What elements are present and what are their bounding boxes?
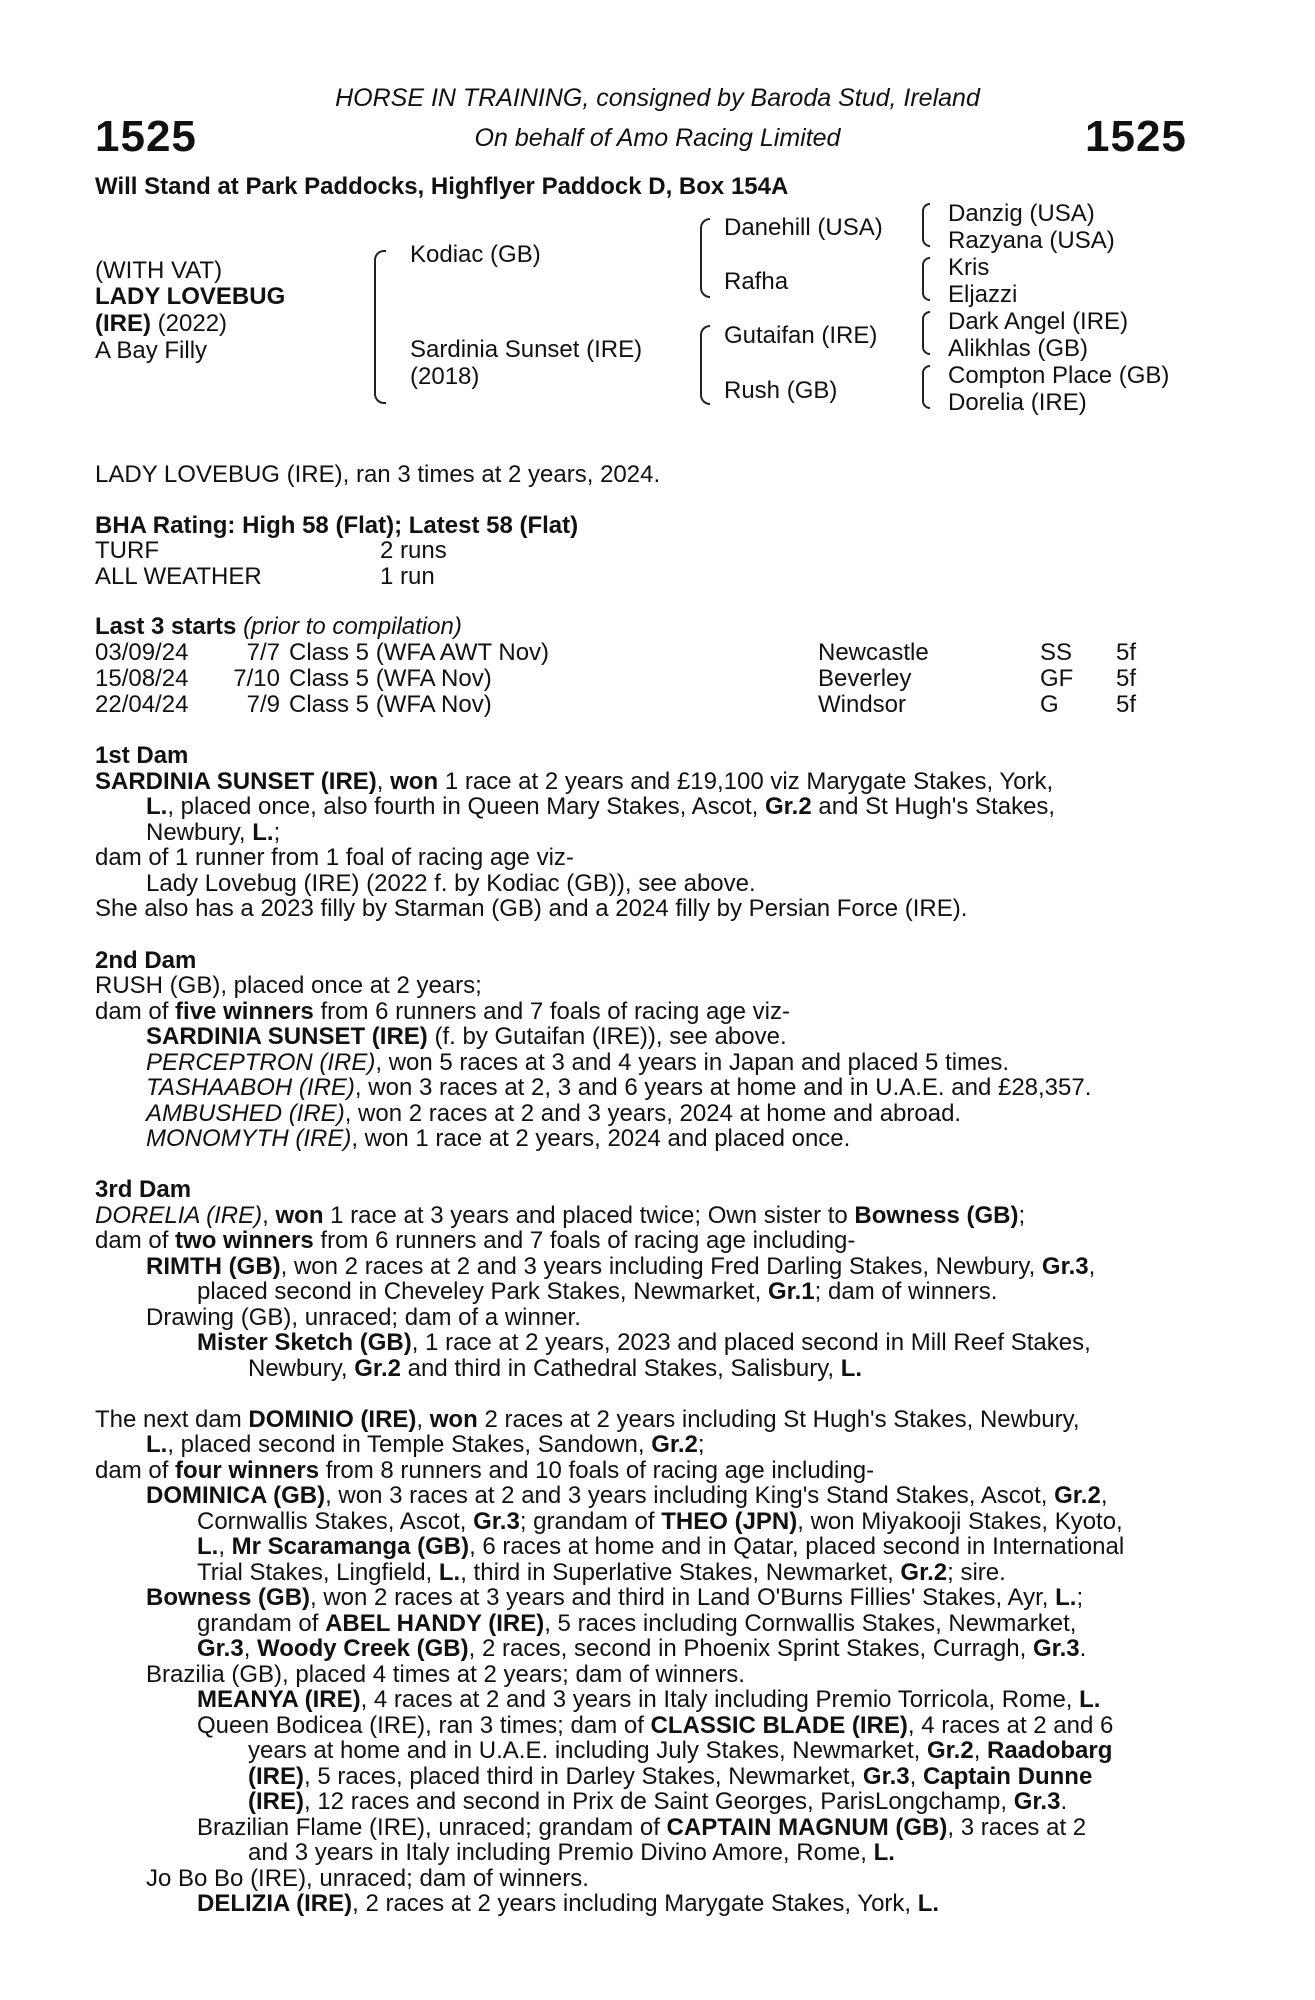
start-distance: 5f — [1116, 639, 1137, 666]
start-date: 22/04/24 — [95, 691, 189, 718]
start-race: Class 5 (WFA Nov) — [289, 665, 492, 692]
pedigree-sd-dam: Eljazzi — [948, 281, 1018, 308]
second-dam-line5: TASHAABOH (IRE), won 3 races at 2, 3 and 6 years at home and in U.A.E. and £28,357. — [146, 1074, 1092, 1101]
pedigree-sire-dam: Rafha — [724, 268, 789, 295]
first-dam-line1: SARDINIA SUNSET (IRE), won 1 race at 2 years and £19,100 viz Marygate Stakes, York, — [95, 768, 1054, 795]
next-dam-line19: Jo Bo Bo (IRE), unraced; dam of winners. — [146, 1865, 589, 1892]
race-summary: LADY LOVEBUG (IRE), ran 3 times at 2 years, 2024. — [95, 461, 661, 488]
second-dam-line3: SARDINIA SUNSET (IRE) (f. by Gutaifan (IRE)), see above. — [146, 1023, 787, 1050]
second-dam-line7: MONOMYTH (IRE), won 1 race at 2 years, 2024 and placed once. — [146, 1125, 851, 1152]
horse-name: LADY LOVEBUG — [95, 283, 286, 310]
horse-origin-year — [95, 311, 227, 337]
pedigree-sd-sire: Kris — [948, 254, 990, 281]
start-race: Class 5 (WFA AWT Nov) — [289, 639, 550, 666]
lot-number-right: 1525 — [1085, 112, 1187, 161]
horse-year: (2022) — [157, 310, 228, 337]
second-dam-line6: AMBUSHED (IRE), won 2 races at 2 and 3 years, 2024 at home and abroad. — [146, 1100, 962, 1127]
next-dam-line11: Brazilia (GB), placed 4 times at 2 years; dam of winners. — [146, 1661, 745, 1688]
next-dam-line15: (IRE), 5 races, placed third in Darley Stakes, Newmarket, Gr.3, Captain Dunne — [248, 1763, 1093, 1790]
second-dam-line1: RUSH (GB), placed once at 2 years; — [95, 972, 482, 999]
next-dam-line2: L., placed second in Temple Stakes, Sandown, Gr.2; — [146, 1431, 705, 1458]
last-starts-note: (prior to compilation) — [243, 613, 462, 640]
turf-label: TURF — [95, 537, 159, 564]
start-distance: 5f — [1116, 691, 1137, 718]
horse-country: (IRE) — [95, 310, 151, 337]
next-dam-line12: MEANYA (IRE), 4 races at 2 and 3 years in Italy including Premio Torricola, Rome, L. — [197, 1686, 1101, 1713]
third-dam-line1: DORELIA (IRE), won 1 race at 3 years and placed twice; Own sister to Bowness (GB); — [95, 1202, 1026, 1229]
pedigree-brace-sd — [922, 257, 930, 301]
aw-label: ALL WEATHER — [95, 563, 262, 590]
start-course: Newcastle — [818, 639, 929, 666]
pedigree-dam-dam: Rush (GB) — [724, 377, 838, 404]
vat-note: (WITH VAT) — [95, 257, 223, 284]
last-starts-title: Last 3 starts — [95, 613, 237, 640]
next-dam-line14: years at home and in U.A.E. including July Stakes, Newmarket, Gr.2, Raadobarg — [248, 1737, 1113, 1764]
next-dam-line7: Trial Stakes, Lingfield, L., third in Superlative Stakes, Newmarket, Gr.2; sire. — [197, 1559, 1006, 1586]
next-dam-line5: Cornwallis Stakes, Ascot, Gr.3; grandam of THEO (JPN), won Miyakooji Stakes, Kyoto, — [197, 1508, 1123, 1535]
last-starts-heading — [95, 614, 462, 640]
pedigree-sire: Kodiac (GB) — [410, 241, 541, 268]
pedigree-dd-sire: Compton Place (GB) — [948, 362, 1170, 389]
next-dam-line17: Brazilian Flame (IRE), unraced; grandam of CAPTAIN MAGNUM (GB), 3 races at 2 — [197, 1814, 1087, 1841]
pedigree-ss-dam: Razyana (USA) — [948, 227, 1115, 254]
pedigree-dam-sire: Gutaifan (IRE) — [724, 322, 878, 349]
pedigree-dam: Sardinia Sunset (IRE) — [410, 336, 643, 363]
aw-value: 1 run — [380, 563, 435, 590]
catalogue-subtitle: On behalf of Amo Racing Limited — [474, 124, 841, 152]
first-dam-younger: She also has a 2023 filly by Starman (GB) and a 2024 filly by Persian Force (IRE). — [95, 895, 968, 922]
first-dam-line3: Newbury, L.; — [146, 819, 281, 846]
first-dam-line2: L., placed once, also fourth in Queen Mary Stakes, Ascot, Gr.2 and St Hugh's Stakes, — [146, 793, 1056, 820]
second-dam-line4: PERCEPTRON (IRE), won 5 races at 3 and 4 years in Japan and placed 5 times. — [146, 1049, 1010, 1076]
next-dam-line3: dam of four winners from 8 runners and 10 foals of racing age including- — [95, 1457, 875, 1484]
pedigree-brace-dam — [700, 325, 710, 405]
start-going: SS — [1040, 639, 1073, 666]
next-dam-line18: and 3 years in Italy including Premio Divino Amore, Rome, L. — [248, 1839, 895, 1866]
next-dam-line9: grandam of ABEL HANDY (IRE), 5 races including Cornwallis Stakes, Newmarket, — [197, 1610, 1077, 1637]
pedigree-ds-dam: Alikhlas (GB) — [948, 335, 1089, 362]
third-dam-line3: RIMTH (GB), won 2 races at 2 and 3 years including Fred Darling Stakes, Newbury, Gr.3, — [146, 1253, 1096, 1280]
first-dam-heading: 1st Dam — [95, 742, 189, 769]
pedigree-ds-sire: Dark Angel (IRE) — [948, 308, 1129, 335]
third-dam-line7: Newbury, Gr.2 and third in Cathedral Stakes, Salisbury, L. — [248, 1355, 863, 1382]
next-dam-line20: DELIZIA (IRE), 2 races at 2 years including Marygate Stakes, York, L. — [197, 1890, 940, 1917]
third-dam-line5: Drawing (GB), unraced; dam of a winner. — [146, 1304, 581, 1331]
first-dam-produce: dam of 1 runner from 1 foal of racing age viz- — [95, 844, 574, 871]
start-date: 15/08/24 — [95, 665, 189, 692]
catalogue-title: HORSE IN TRAINING, consigned by Baroda Stud, Ireland — [335, 84, 980, 112]
start-date: 03/09/24 — [95, 639, 189, 666]
pedigree-ss-sire: Danzig (USA) — [948, 200, 1095, 227]
start-distance: 5f — [1116, 665, 1137, 692]
next-dam-line8: Bowness (GB), won 2 races at 3 years and third in Land O'Burns Fillies' Stakes, Ayr, L.; — [146, 1584, 1084, 1611]
next-dam-line4: DOMINICA (GB), won 3 races at 2 and 3 years including King's Stand Stakes, Ascot, Gr.2, — [146, 1482, 1108, 1509]
pedigree-brace-dd — [922, 365, 930, 409]
start-going: GF — [1040, 665, 1074, 692]
start-position: 7/9 — [246, 691, 280, 718]
pedigree-sire-sire: Danehill (USA) — [724, 214, 883, 241]
turf-value: 2 runs — [380, 537, 447, 564]
bha-rating: BHA Rating: High 58 (Flat); Latest 58 (Flat) — [95, 512, 579, 539]
pedigree-dd-dam: Dorelia (IRE) — [948, 389, 1087, 416]
lot-number-left: 1525 — [95, 112, 197, 161]
start-course: Beverley — [818, 665, 912, 692]
start-going: G — [1040, 691, 1059, 718]
pedigree-brace-ds — [922, 311, 930, 355]
pedigree-brace-ss — [922, 203, 930, 247]
second-dam-line2: dam of five winners from 6 runners and 7 foals of racing age viz- — [95, 998, 791, 1025]
second-dam-heading: 2nd Dam — [95, 947, 197, 974]
next-dam-line16: (IRE), 12 races and second in Prix de Saint Georges, ParisLongchamp, Gr.3. — [248, 1788, 1068, 1815]
next-dam-line1: The next dam DOMINIO (IRE), won 2 races at 2 years including St Hugh's Stakes, Newbury, — [95, 1406, 1080, 1433]
pedigree-brace-gen1 — [374, 250, 386, 404]
third-dam-line6: Mister Sketch (GB), 1 race at 2 years, 2023 and placed second in Mill Reef Stakes, — [197, 1329, 1091, 1356]
start-position: 7/10 — [233, 665, 280, 692]
next-dam-line10: Gr.3, Woody Creek (GB), 2 races, second in Phoenix Sprint Stakes, Curragh, Gr.3. — [197, 1635, 1087, 1662]
start-position: 7/7 — [246, 639, 280, 666]
horse-description: A Bay Filly — [95, 337, 208, 364]
start-race: Class 5 (WFA Nov) — [289, 691, 492, 718]
first-dam-foal: Lady Lovebug (IRE) (2022 f. by Kodiac (GB)), see above. — [146, 870, 756, 897]
pedigree-brace-sire — [700, 218, 710, 298]
start-course: Windsor — [818, 691, 907, 718]
pedigree-dam-year: (2018) — [410, 363, 480, 390]
next-dam-line6: L., Mr Scaramanga (GB), 6 races at home and in Qatar, placed second in International — [197, 1533, 1125, 1560]
next-dam-line13: Queen Bodicea (IRE), ran 3 times; dam of CLASSIC BLADE (IRE), 4 races at 2 and 6 — [197, 1712, 1114, 1739]
third-dam-line2: dam of two winners from 6 runners and 7 foals of racing age including- — [95, 1227, 856, 1254]
third-dam-heading: 3rd Dam — [95, 1176, 192, 1203]
third-dam-line4: placed second in Cheveley Park Stakes, Newmarket, Gr.1; dam of winners. — [197, 1278, 998, 1305]
stand-location: Will Stand at Park Paddocks, Highflyer Paddock D, Box 154A — [95, 173, 789, 200]
